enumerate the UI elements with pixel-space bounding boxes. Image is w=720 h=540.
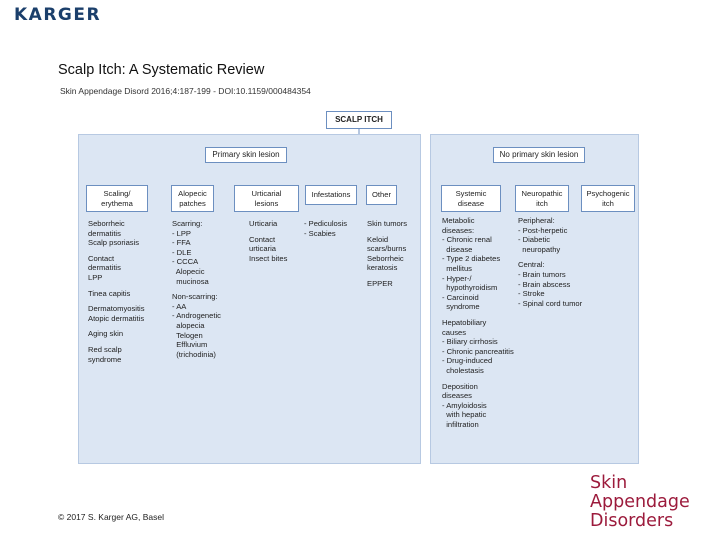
list-other [367,219,407,289]
header-other: Other [366,185,397,205]
list-infestations [304,219,347,238]
list-item: - DLE [172,247,192,257]
primary-lesion-category: Primary skin lesion [205,147,287,163]
list-item: - Chronic pancreatitis [442,346,514,356]
list-item: diseases [442,391,472,401]
list-item: Atopic dermatitis [88,313,145,323]
list-item: - FFA [172,238,191,248]
list-item: scars/burns [367,244,407,254]
list-item: cholestasis [442,365,484,375]
list-item: dermatitis [88,263,121,273]
header-alopecic-patches: Alopecic patches [171,185,214,212]
list-item: Insect bites [249,253,288,263]
header-scaling-erythema: Scaling/ erythema [86,185,148,212]
list-item: Effluvium [172,340,208,350]
list-item: Peripheral: [518,216,555,225]
list-item: Contact [88,253,115,263]
journal-logo: Skin Appendage Disorders [590,473,690,531]
list-item: syndrome [442,302,480,312]
list-item: Dermatomyositis [88,304,145,314]
list-item: causes [442,327,467,337]
list-item: Scarring: [172,219,203,228]
list-item: urticaria [249,244,277,254]
karger-logo: KARGER [14,5,102,25]
list-alopecic-patches [172,219,221,359]
list-item: Seborrheic [367,253,404,263]
list-item: Central: [518,260,545,270]
list-item: Scalp psoriasis [88,238,140,248]
header-systemic-disease: Systemic disease [441,185,501,212]
list-item: - Amyloidosis [442,400,487,410]
list-item: infiltration [442,419,479,429]
list-item: diseases: [442,225,475,235]
list-item: Seborrheic [88,219,125,228]
list-item: - Hyper-/ [442,273,472,283]
list-item: Alopecic [172,266,205,276]
list-item: neuropathy [518,244,561,254]
list-item: - Type 2 diabetes [442,254,501,264]
list-item: Telogen [172,330,203,340]
list-systemic-disease [442,216,514,429]
list-item: Tinea capitis [88,288,131,298]
list-item: - Androgenetic [172,311,221,321]
list-item: - AA [172,301,187,311]
list-item: Keloid [367,234,389,244]
list-item: mellitus [442,263,472,273]
list-item: keratosis [367,263,398,273]
list-item: - Stroke [518,289,545,299]
root-node: SCALP ITCH [326,111,392,129]
list-item: alopecia [172,320,205,330]
list-item: LPP [88,272,103,282]
list-item: - LPP [172,228,191,238]
list-item: mucinosa [172,276,209,286]
list-item: Aging skin [88,329,124,339]
list-item: - Brain abscess [518,279,571,289]
list-item: - Carcinoid [442,292,479,302]
list-item: dermatitis [88,228,121,238]
list-item: Non-scarring: [172,292,218,302]
list-item: Metabolic [442,216,475,225]
list-item: - Brain tumors [518,269,566,279]
list-item: - CCCA [172,257,199,267]
copyright: © 2017 S. Karger AG, Basel [58,512,164,522]
list-item: Hepatobiliary [442,317,487,327]
list-item: - Chronic renal [442,235,492,245]
header-neuropathic-itch: Neuropathic itch [515,185,569,212]
list-item: - Diabetic [518,235,551,245]
page-title: Scalp Itch: A Systematic Review [58,62,265,78]
list-item: hypothyroidism [442,283,498,293]
header-psychogenic-itch: Psychogenic itch [581,185,635,212]
list-item: Deposition [442,381,478,391]
list-item: syndrome [88,354,122,364]
list-item: Red scalp [88,344,122,354]
list-scaling-erythema [88,219,145,364]
list-item: disease [442,244,473,254]
list-neuropathic-itch [518,216,582,308]
list-item: - Pediculosis [304,219,348,228]
list-item: - Spinal cord tumor [518,298,583,308]
list-urticarial-lesions [249,219,287,263]
list-item: - Drug-induced [442,356,493,366]
list-item: - Post-herpetic [518,225,568,235]
list-item: Skin tumors [367,219,408,228]
list-item: EPPER [367,278,393,288]
list-item: - Scabies [304,228,336,238]
header-urticarial-lesions: Urticarial lesions [234,185,299,212]
list-item: (trichodinia) [172,349,216,359]
citation: Skin Appendage Disord 2016;4:187-199 - DOI:10.1159/000484354 [60,86,311,96]
list-item: - Biliary cirrhosis [442,337,498,347]
list-item: with hepatic [442,410,487,420]
list-item: Contact [249,234,276,244]
header-infestations: Infestations [305,185,357,205]
list-item: Urticaria [249,219,278,228]
no-primary-lesion-category: No primary skin lesion [493,147,585,163]
